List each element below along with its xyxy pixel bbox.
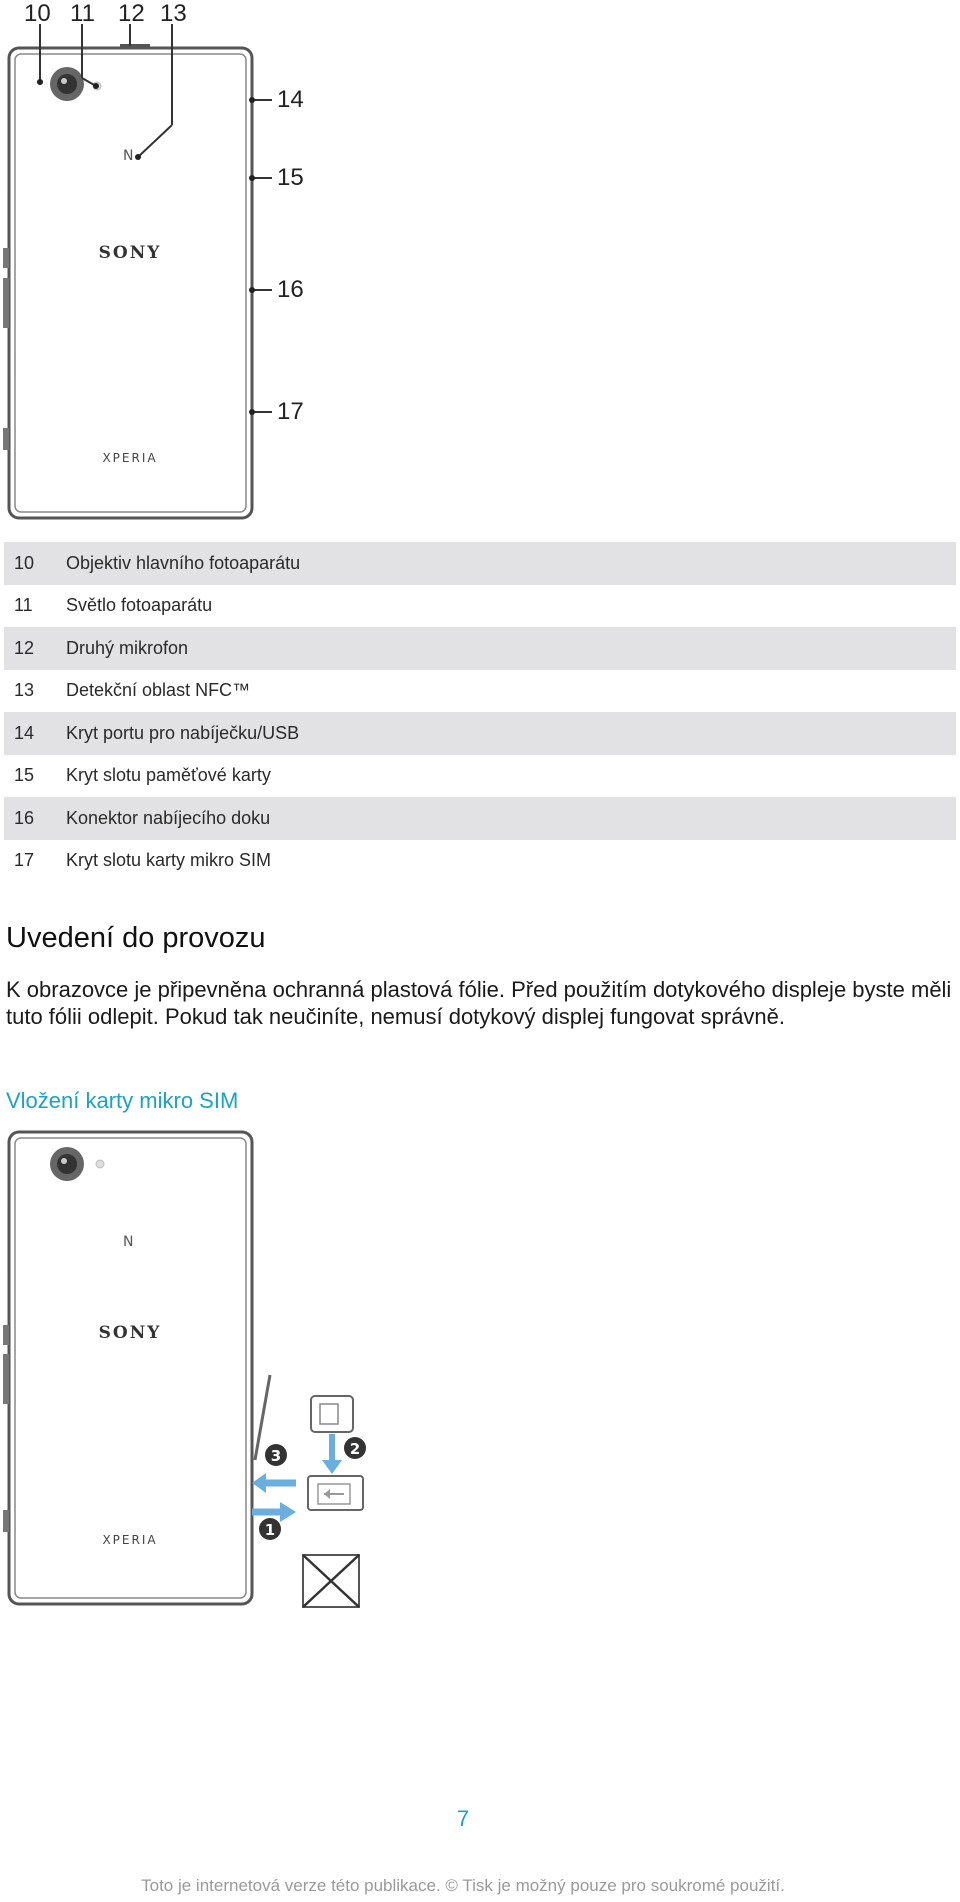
callout-17: 17: [277, 398, 304, 425]
model-logo: XPERIA: [102, 1533, 158, 1547]
callout-14: 14: [277, 86, 304, 113]
subsection-title: Vložení karty mikro SIM: [6, 1088, 239, 1113]
callout-10: 10: [24, 0, 51, 27]
part-label: Světlo fotoaparátu: [66, 595, 213, 616]
part-number: 11: [14, 595, 33, 616]
part-label: Objektiv hlavního fotoaparátu: [66, 542, 956, 585]
svg-text:3: 3: [270, 1447, 282, 1465]
sim-insert-diagram: [0, 1120, 380, 1620]
callout-13: 13: [160, 0, 187, 27]
phone-back-diagram: [0, 0, 320, 530]
parts-table: [4, 542, 956, 882]
part-number: 14: [4, 712, 66, 755]
nfc-icon: N: [123, 148, 134, 164]
part-number: 12: [4, 627, 66, 670]
model-logo: XPERIA: [102, 451, 158, 465]
callout-16: 16: [277, 276, 304, 303]
part-label: Kryt slotu paměťové karty: [66, 765, 271, 786]
sim-card-icon: [311, 1396, 353, 1432]
part-number: 10: [4, 542, 66, 585]
footer-note: Toto je internetová verze této publikace. © Tisk je možný pouze pro soukromé použití.: [141, 1876, 785, 1895]
phone-back-illustration: [0, 0, 320, 530]
section-paragraph: K obrazovce je připevněna ochranná plastová fólie. Před použitím dotykového displeje byste měli tuto fólii odlepit. Pokud tak neučiníte, nemusí dotykový displej fungovat správně.: [6, 977, 952, 1029]
part-number: 13: [14, 680, 35, 701]
nfc-icon: N: [123, 1234, 134, 1250]
part-number: 15: [14, 765, 35, 786]
part-label: Kryt portu pro nabíječku/USB: [66, 712, 956, 755]
part-number: 16: [4, 797, 66, 840]
svg-text:1: 1: [264, 1521, 276, 1539]
callout-12: 12: [118, 0, 145, 27]
table-row: [4, 755, 956, 798]
callout-15: 15: [277, 164, 304, 191]
table-row: [4, 712, 956, 755]
table-row: [4, 627, 956, 670]
part-label: Kryt slotu karty mikro SIM: [66, 850, 272, 871]
sim-insert-illustration: [0, 1120, 380, 1620]
brand-logo: SONY: [98, 1323, 162, 1343]
page-number: 7: [456, 1806, 470, 1831]
table-row: [4, 585, 956, 628]
table-row: [4, 797, 956, 840]
camera-flash-icon: [96, 1160, 104, 1168]
table-row: [4, 670, 956, 713]
section-title: Uvedení do provozu: [6, 922, 266, 954]
table-row: [4, 840, 956, 883]
part-label: Konektor nabíjecího doku: [66, 797, 956, 840]
part-label: Druhý mikrofon: [66, 627, 956, 670]
brand-logo: SONY: [98, 243, 162, 263]
svg-text:2: 2: [349, 1440, 361, 1458]
part-label: Detekční oblast NFC™: [66, 680, 251, 701]
callout-11: 11: [70, 0, 95, 27]
part-number: 17: [14, 850, 35, 871]
table-row: [4, 542, 956, 585]
